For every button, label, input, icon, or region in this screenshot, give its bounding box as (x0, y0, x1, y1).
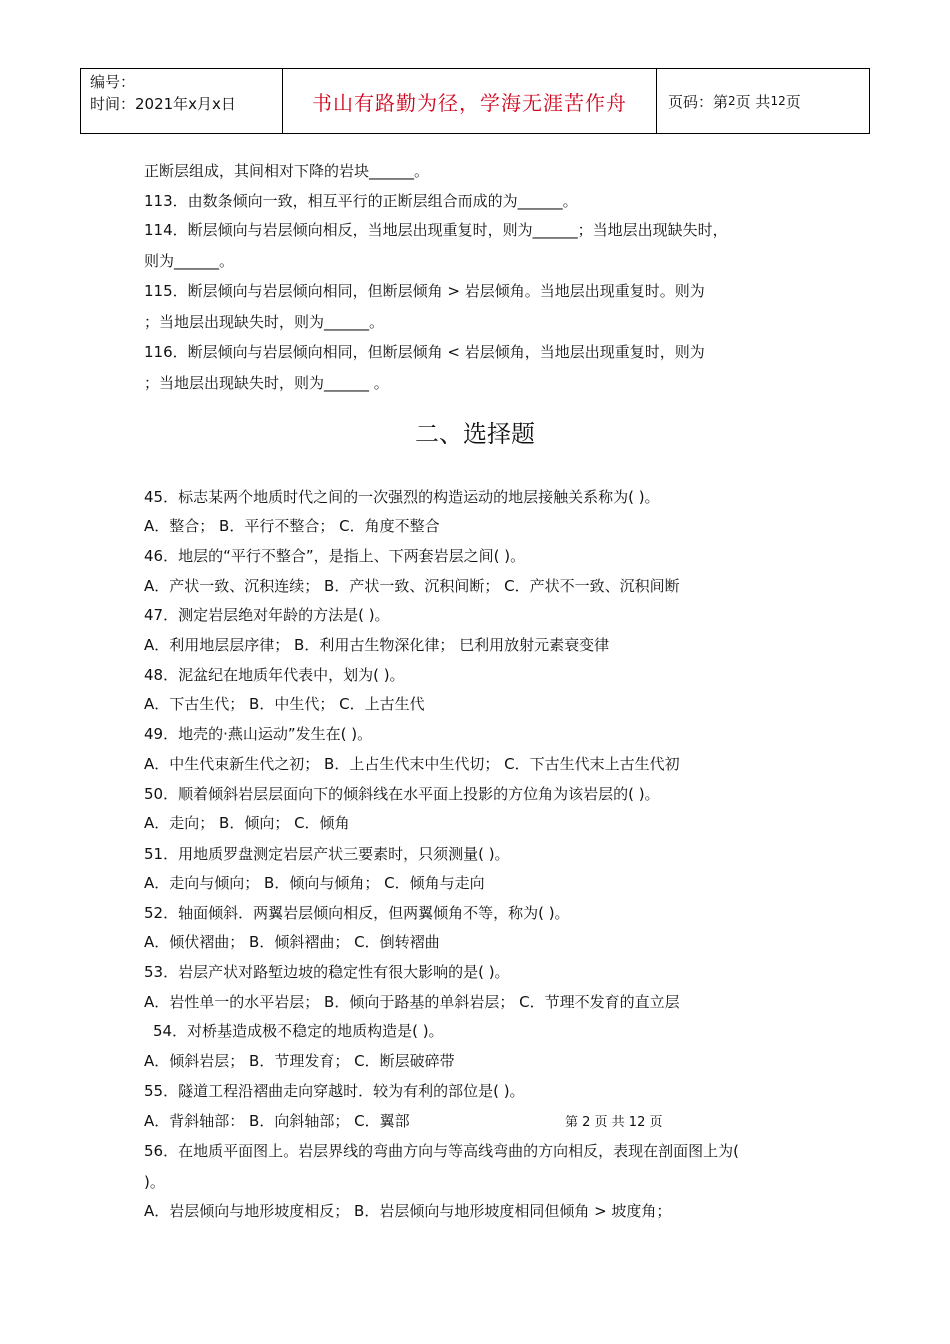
text-line: 116．断层倾向与岩层倾向相同，但断层倾角 < 岩层倾角，当地层出现重复时，则为 (144, 343, 705, 361)
header-page-info (657, 69, 869, 133)
question-line: 55．隧道工程沿褶曲走向穿越时．较为有利的部位是( )。 (144, 1082, 525, 1100)
question-line: 48．泥盆纪在地质年代表中，划为( )。 (144, 666, 405, 684)
question-line: 49．地壳的·燕山运动”发生在( )。 (144, 725, 373, 743)
options-line: A．利用地层层序律； B．利用古生物深化律； 巳利用放射元素衰变律 (144, 636, 610, 654)
options-line: A．中生代束新生代之初； B．上占生代末中生代切； C．下古生代末上古生代初 (144, 755, 680, 773)
page-suffix: 页 (785, 92, 801, 111)
page-number: 2 (728, 94, 736, 108)
text-line: 115．断层倾向与岩层倾向相同，但断层倾角 > 岩层倾角。当地层出现重复时。则为 (144, 282, 705, 300)
section-title: 二、选择题 (415, 420, 535, 448)
text-line: 正断层组成，其间相对下降的岩块______。 (144, 162, 430, 180)
header-motto: 书山有路勤为径，学海无涯苦作舟 (283, 69, 657, 133)
page-footer: 第 2 页 共 12 页 (565, 1115, 663, 1130)
question-line: 46．地层的“平行不整合”，是指上、下两套岩层之间( )。 (144, 547, 526, 565)
options-line: A．倾伏褶曲； B．倾斜褶曲； C．倒转褶曲 (144, 933, 440, 951)
options-line: A．走向； B．倾向； C．倾角 (144, 814, 350, 832)
question-line: 51．用地质罗盘测定岩层产状三要素时，只须测量( )。 (144, 845, 510, 863)
question-line: 52．轴面倾斜．两翼岩层倾向相反，但两翼倾角不等，称为( )。 (144, 904, 570, 922)
text-line: ；当地层出现缺失时，则为______。 (144, 313, 385, 331)
options-line: A．倾斜岩层； B．节理发育； C．断层破碎带 (144, 1052, 455, 1070)
question-line: 54．对桥基造成极不稳定的地质构造是( )。 (153, 1022, 444, 1040)
question-line: 50．顺着倾斜岩层层面向下的倾斜线在水平面上投影的方位角为该岩层的( )。 (144, 785, 660, 803)
text-line: ；当地层出现缺失时，则为______ 。 (144, 374, 389, 392)
options-line: A．岩层倾向与地形坡度相反； B．岩层倾向与地形坡度相同但倾角 > 坡度角； (144, 1202, 672, 1220)
options-line: A．走向与倾向； B．倾向与倾角； C．倾角与走向 (144, 874, 485, 892)
page-header (80, 68, 870, 134)
question-line: 47．测定岩层绝对年龄的方法是( )。 (144, 606, 390, 624)
options-line: A．下古生代； B．中生代； C．上古生代 (144, 695, 425, 713)
header-meta (81, 69, 283, 133)
document-number-label: 编号： (90, 73, 136, 91)
text-line: 113．由数条倾向一致，相互平行的正断层组合而成的为______。 (144, 192, 578, 210)
question-line: 56．在地质平面图上。岩层界线的弯曲方向与等高线弯曲的方向相反，表现在剖面图上为( (144, 1142, 739, 1160)
question-line: 45．标志某两个地质时代之间的一次强烈的构造运动的地层接触关系称为( )。 (144, 488, 660, 506)
page-mid: 页 共 (735, 92, 771, 111)
options-line: A．产状一致、沉积连续； B．产状一致、沉积间断； C．产状不一致、沉积间断 (144, 577, 680, 595)
options-line: A．整合； B．平行不整合； C．角度不整合 (144, 517, 440, 535)
question-line: 53．岩层产状对路堑边坡的稳定性有很大影响的是( )。 (144, 963, 510, 981)
text-line: 则为______。 (144, 252, 235, 270)
document-time-label: 时间：2021年x月x日 (90, 95, 236, 113)
options-line: A．岩性单一的水平岩层； B．倾向于路基的单斜岩层； C．节理不发育的直立层 (144, 993, 680, 1011)
options-line: A．背斜轴部： B．向斜轴部； C．翼部 (144, 1112, 410, 1130)
question-line-continued: )。 (144, 1173, 165, 1191)
page-total: 12 (770, 94, 786, 108)
text-line: 114．断层倾向与岩层倾向相反，当地层出现重复时，则为______；当地层出现缺失时， (144, 221, 728, 239)
page-prefix: 页码：第 (668, 92, 729, 111)
